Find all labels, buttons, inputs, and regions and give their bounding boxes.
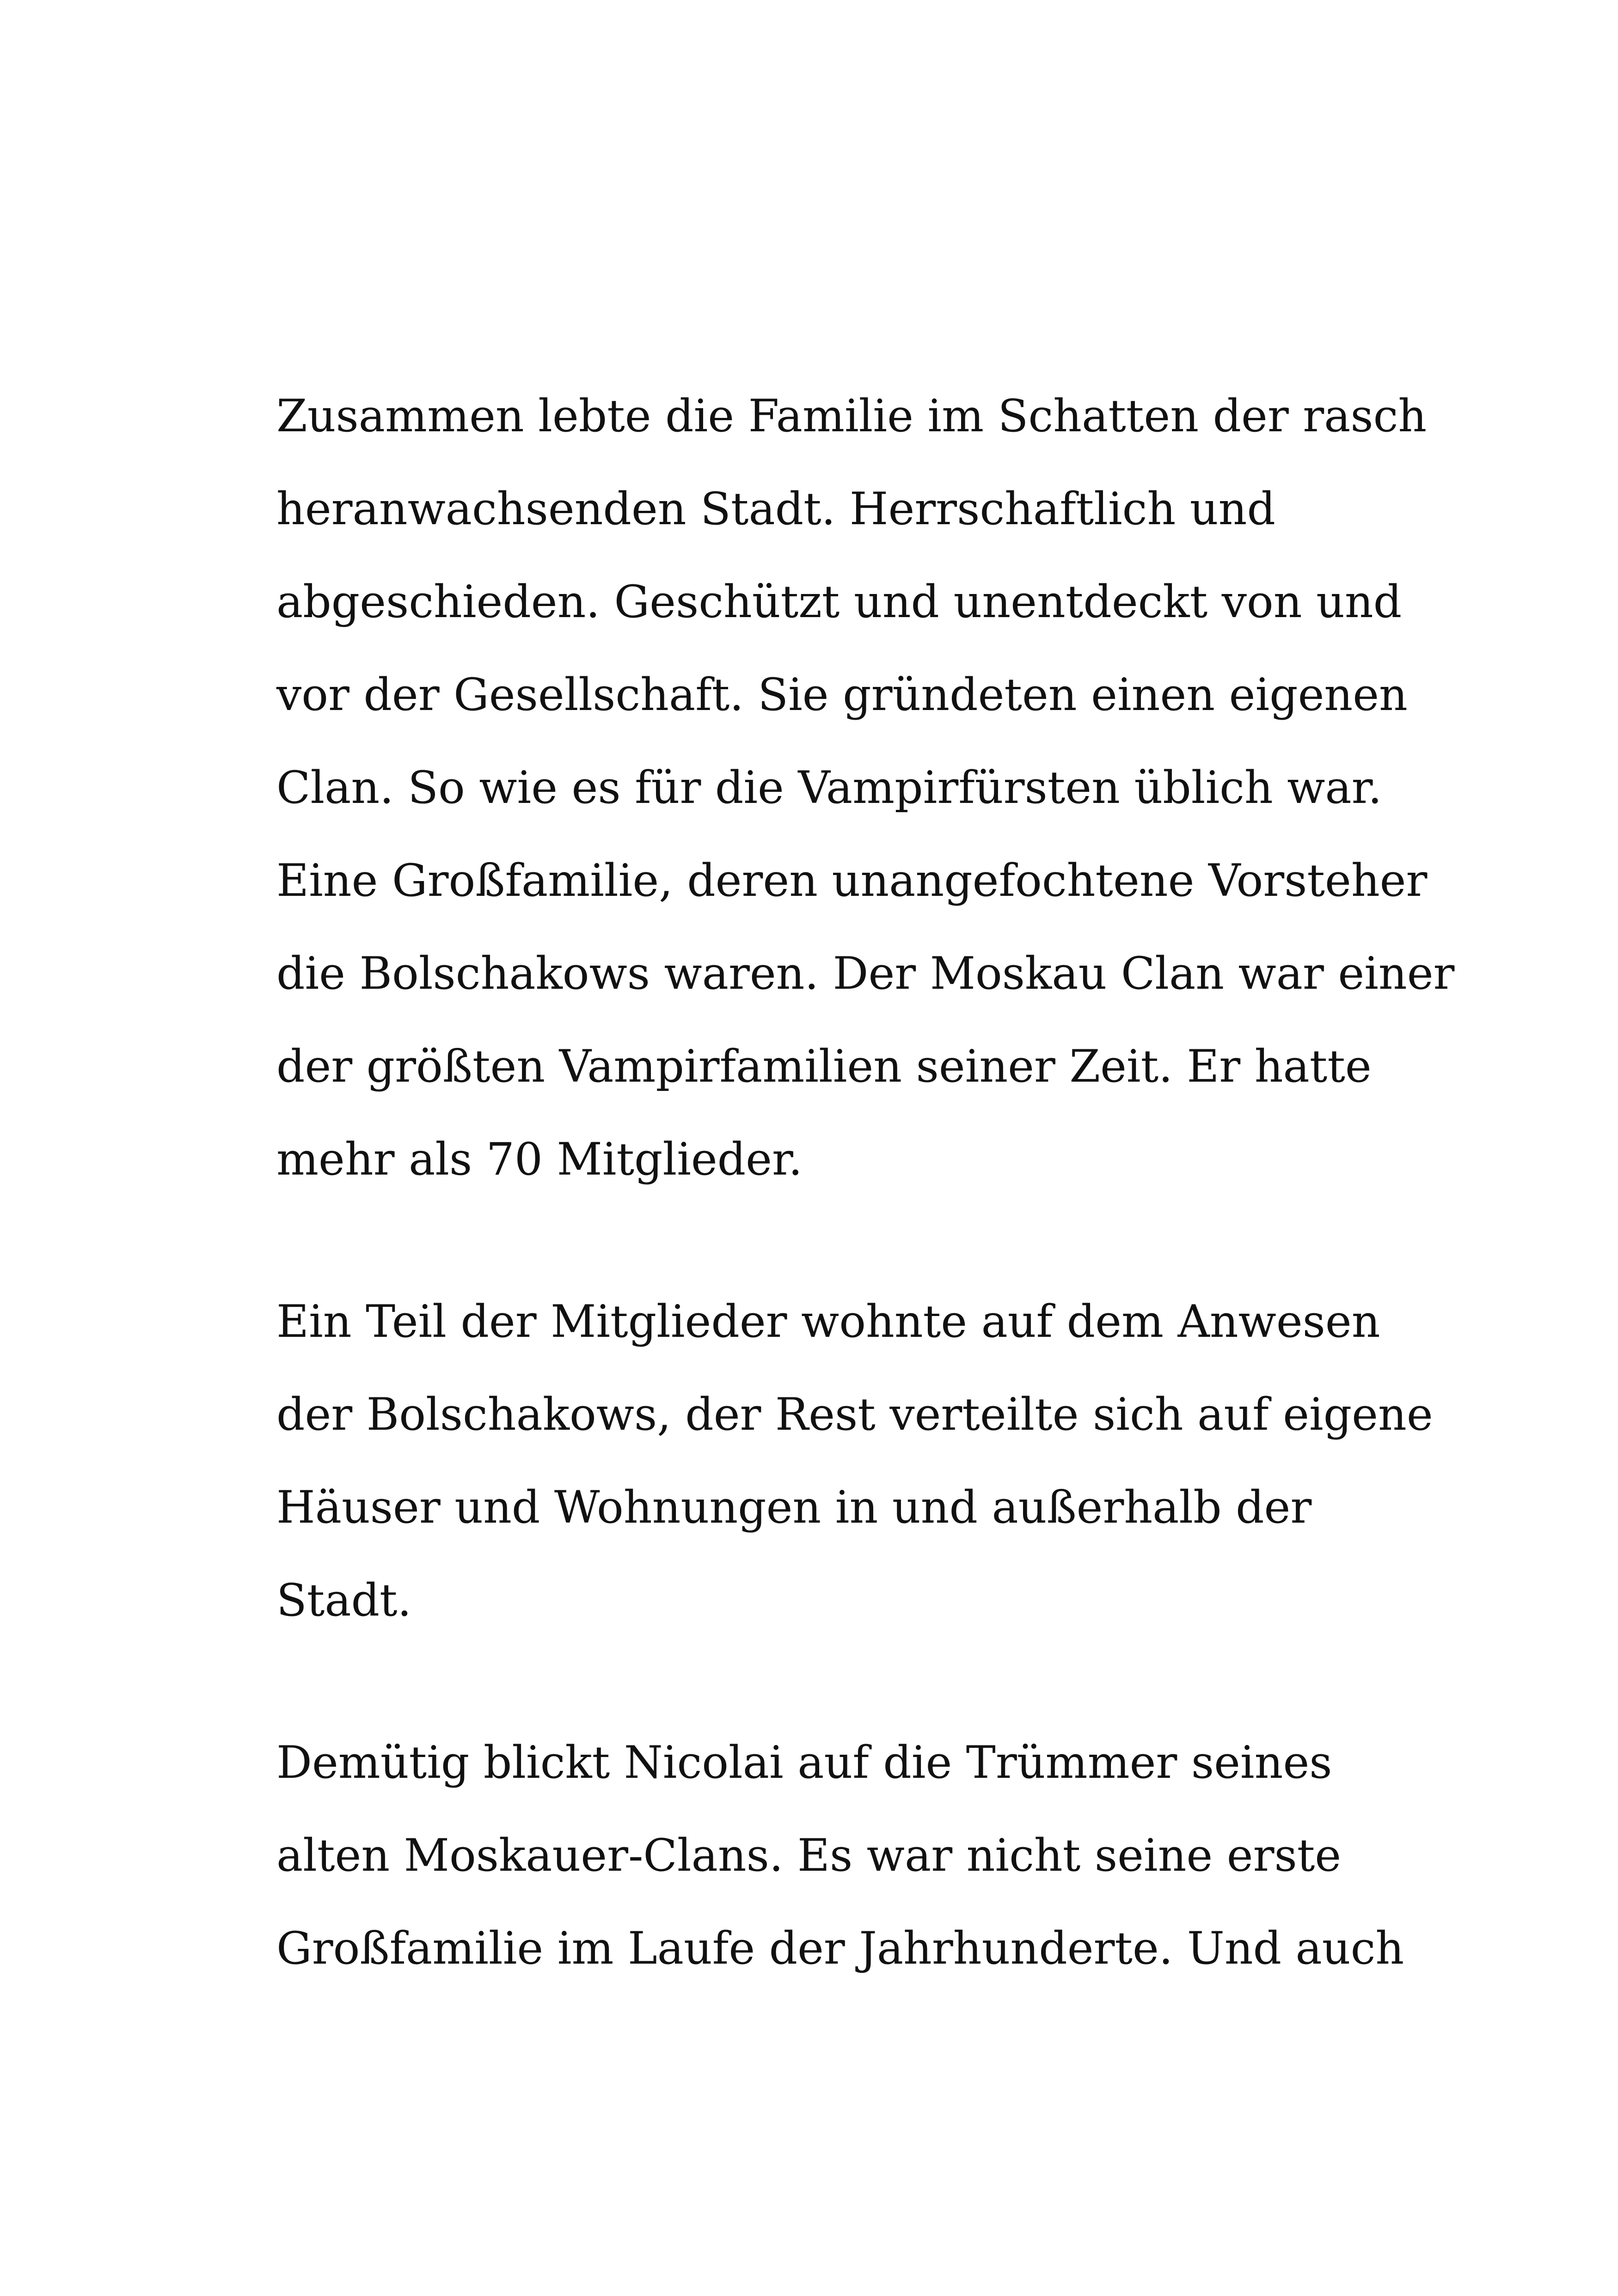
text-line: vor der Gesellschaft. Sie gründeten einen eigenen xyxy=(276,669,1408,721)
text-line: Häuser und Wohnungen in und außerhalb der xyxy=(276,1482,1312,1533)
text-line: der Bolschakows, der Rest verteilte sich auf eigene xyxy=(276,1389,1433,1440)
paragraph-2 xyxy=(276,1289,1433,1661)
text-line: Zusammen lebte die Familie im Schatten der rasch xyxy=(276,390,1427,442)
text-line: Clan. So wie es für die Vampirfürsten üblich war. xyxy=(276,762,1382,814)
text-line: Ein Teil der Mitglieder wohnte auf dem Anwesen xyxy=(276,1296,1380,1347)
text-line: mehr als 70 Mitglieder. xyxy=(276,1133,803,1185)
text-line: Stadt. xyxy=(276,1574,412,1626)
text-line: abgeschieden. Geschützt und unentdeckt von und xyxy=(276,576,1402,628)
body-text xyxy=(276,384,1455,2009)
text-line: der größten Vampirfamilien seiner Zeit. Er hatte xyxy=(276,1041,1372,1092)
text-line: Großfamilie im Laufe der Jahrhunderte. Und auch xyxy=(276,1923,1404,1974)
paragraph-3 xyxy=(276,1730,1404,2009)
text-line: heranwachsenden Stadt. Herrschaftlich und xyxy=(276,483,1275,535)
text-line: Demütig blickt Nicolai auf die Trümmer seines xyxy=(276,1737,1332,1788)
paragraph-1 xyxy=(276,384,1455,1220)
text-line: alten Moskauer-Clans. Es war nicht seine erste xyxy=(276,1830,1342,1881)
text-line: Eine Großfamilie, deren unangefochtene Vorsteher xyxy=(276,855,1428,906)
text-line: die Bolschakows waren. Der Moskau Clan war einer xyxy=(276,948,1455,999)
